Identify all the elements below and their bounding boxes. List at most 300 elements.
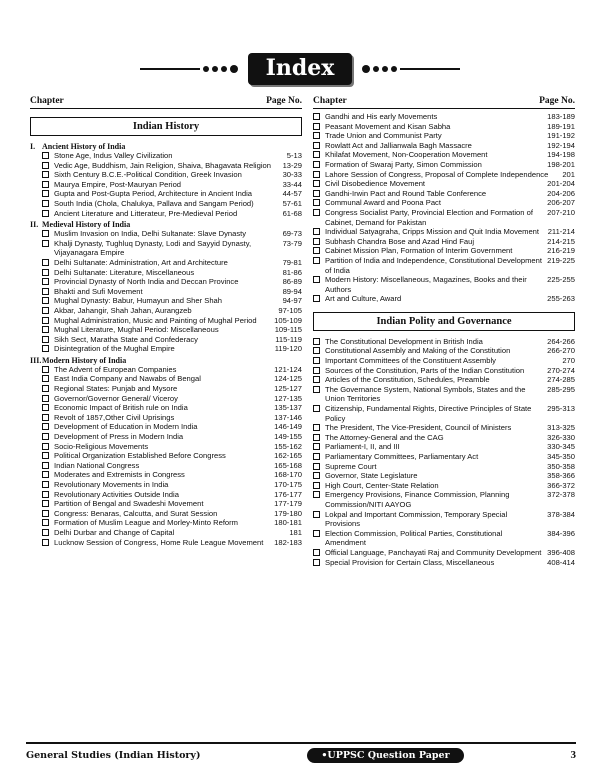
index-entry: [313, 510, 575, 529]
checkbox-icon: [313, 405, 320, 412]
entry-pages: 326-330: [547, 432, 575, 442]
checkbox-icon: [313, 142, 320, 149]
checkbox-icon: [313, 463, 320, 470]
checkbox-icon: [42, 288, 49, 295]
entry-title: Constitutional Assembly and Making of the Constitution: [325, 346, 511, 356]
entry-pages: 285-295: [547, 384, 575, 394]
entry-pages: 266-270: [547, 346, 575, 356]
checkbox-icon: [313, 276, 320, 283]
entry-pages: 115-119: [275, 334, 302, 344]
footer-badge: •UPPSC Question Paper: [307, 748, 463, 763]
checkbox-icon: [42, 200, 49, 207]
entry-pages: 345-350: [547, 452, 575, 461]
entry-pages: 378-384: [547, 509, 575, 519]
entry-title: Regional States: Punjab and Mysore: [54, 384, 178, 394]
checkbox-icon: [42, 162, 49, 169]
checkbox-icon: [313, 453, 320, 460]
chapter-label: Chapter: [30, 96, 64, 106]
entry-pages: 270: [562, 356, 575, 366]
index-entry: [313, 462, 575, 472]
entry-title: Mughal Dynasty: Babur, Humayun and Sher Shah: [54, 296, 223, 306]
checkbox-icon: [42, 500, 49, 507]
entry-title: Moderates and Extremists in Congress: [54, 470, 185, 480]
checkbox-icon: [313, 367, 320, 374]
index-entry: [313, 558, 575, 568]
checkbox-icon: [313, 228, 320, 235]
entry-pages: 198-201: [547, 159, 575, 169]
entry-pages: 358-366: [547, 471, 575, 481]
page-label: Page No.: [539, 96, 575, 106]
entry-pages: 168-170: [274, 470, 302, 480]
entry-title: Lahore Session of Congress, Proposal of Complete Independence: [325, 169, 549, 179]
entry-title: Akbar, Jahangir, Shah Jahan, Aurangzeb: [54, 305, 192, 315]
right-top-entries: [313, 112, 575, 304]
index-entry: [30, 509, 302, 519]
entry-title: Formation of Muslim League and Morley-Minto Reform: [54, 518, 239, 528]
index-entry: [30, 316, 302, 326]
checkbox-icon: [42, 385, 49, 392]
checkbox-icon: [42, 529, 49, 536]
checkbox-icon: [313, 247, 320, 254]
entry-pages: 194-198: [547, 150, 575, 160]
entry-title: Delhi Sultanate: Literature, Miscellaneous: [54, 267, 195, 277]
checkbox-icon: [42, 336, 49, 343]
banner-dots-right: [362, 65, 460, 73]
entry-pages: 57-61: [282, 198, 302, 208]
entry-pages: 201-204: [547, 179, 575, 189]
entry-pages: 73-79: [282, 238, 302, 248]
entry-title: Sixth Century B.C.E.-Political Condition, Greek Invasion: [54, 170, 242, 180]
index-entry: [30, 189, 302, 199]
entry-title: Indian National Congress: [54, 460, 140, 470]
index-entry: [313, 189, 575, 199]
entry-pages: 137-146: [274, 412, 302, 422]
index-entry: [30, 258, 302, 268]
entry-title: The Advent of European Companies: [54, 364, 177, 374]
entry-pages: 211-214: [547, 227, 575, 237]
index-entry: [30, 461, 302, 471]
entry-title: Modern History: Miscellaneous, Magazines, Books and their Authors: [325, 275, 527, 294]
entry-title: Congress: Benaras, Calcutta, and Surat Session: [54, 508, 218, 518]
index-entry: [30, 325, 302, 335]
index-entry: [30, 374, 302, 384]
checkbox-icon: [313, 113, 320, 120]
entry-pages: 170-175: [274, 480, 302, 489]
checkbox-icon: [42, 404, 49, 411]
index-entry: [313, 198, 575, 208]
index-entry: [313, 404, 575, 423]
entry-title: Parliament-I, II, and III: [325, 442, 400, 452]
checkbox-icon: [313, 190, 320, 197]
checkbox-icon: [42, 366, 49, 373]
checkbox-icon: [42, 269, 49, 276]
entry-title: Special Provision for Certain Class, Miscellaneous: [325, 557, 495, 567]
entry-pages: 255-263: [547, 294, 575, 304]
index-entry: [313, 246, 575, 256]
entry-title: Emergency Provisions, Finance Commission, Planning Commission/NITI AAYOG: [325, 490, 510, 509]
index-entry: [313, 423, 575, 433]
index-entry: [30, 480, 302, 490]
entry-title: The Governance System, National Symbols, States and the Union Territories: [325, 384, 526, 404]
entry-title: Important Committees of the Constituent Assembly: [325, 356, 496, 366]
index-entry: [30, 442, 302, 452]
entry-pages: 204-206: [547, 188, 575, 198]
index-entry: [30, 151, 302, 161]
entry-title: The Constitutional Development in British India: [325, 336, 483, 346]
checkbox-icon: [42, 443, 49, 450]
entry-pages: 86-89: [282, 277, 302, 287]
entry-pages: 44-57: [282, 189, 302, 199]
index-entry: [30, 344, 302, 354]
section-title-indian-history: Indian History: [30, 117, 302, 136]
checkbox-icon: [313, 376, 320, 383]
entry-title: Lokpal and Important Commission, Temporary Special Provisions: [325, 509, 508, 529]
index-entry: [30, 296, 302, 306]
checkbox-icon: [42, 307, 49, 314]
entry-title: Muslim Invasion on India, Delhi Sultanate: Slave Dynasty: [54, 229, 247, 239]
entry-title: Supreme Court: [325, 461, 377, 471]
index-entry: [30, 432, 302, 442]
entry-pages: 330-345: [547, 442, 575, 452]
index-entry: [30, 365, 302, 375]
index-entry: [313, 490, 575, 509]
checkbox-icon: [42, 395, 49, 402]
index-entry: [30, 403, 302, 413]
entry-title: Bhakti and Sufi Movement: [54, 286, 143, 296]
entry-title: Khalji Dynasty, Tughluq Dynasty, Lodi and Sayyid Dynasty, Vijayanagara Empire: [54, 238, 252, 258]
checkbox-icon: [313, 491, 320, 498]
index-entry: [313, 433, 575, 443]
index-entry: [313, 141, 575, 151]
entry-pages: 182-183: [274, 537, 302, 547]
entry-title: Mughal Literature, Mughal Period: Miscellaneous: [54, 325, 219, 335]
entry-pages: 189-191: [547, 121, 575, 131]
index-entry: [313, 294, 575, 304]
entry-pages: 270-274: [547, 365, 575, 375]
subsection-number: I.: [30, 142, 36, 151]
polity-entries: [313, 337, 575, 567]
entry-title: Civil Disobedience Movement: [325, 179, 426, 189]
checkbox-icon: [42, 152, 49, 159]
entry-pages: 5-13: [286, 151, 302, 160]
index-entry: [313, 160, 575, 170]
entry-title: Citizenship, Fundamental Rights, Directive Principles of State Policy: [325, 404, 532, 423]
entry-title: Gandhi-Irwin Pact and Round Table Conference: [325, 188, 487, 198]
index-entry: [30, 384, 302, 394]
checkbox-icon: [313, 338, 320, 345]
checkbox-icon: [42, 471, 49, 478]
right-column: [313, 96, 575, 567]
checkbox-icon: [313, 357, 320, 364]
index-entry: [313, 150, 575, 160]
entry-title: Ancient Literature and Litterateur, Pre-Medieval Period: [54, 208, 238, 218]
index-entry: [30, 394, 302, 404]
entry-title: Partition of India and Independence, Constitutional Development of India: [325, 255, 542, 275]
entry-pages: 162-165: [274, 451, 302, 461]
checkbox-icon: [313, 434, 320, 441]
index-entry: [313, 337, 575, 347]
checkbox-icon: [313, 295, 320, 302]
entry-title: Sikh Sect, Maratha State and Confederacy: [54, 334, 198, 344]
index-entry: [313, 256, 575, 275]
subsection-number: II.: [30, 220, 39, 230]
index-entry: [30, 335, 302, 345]
checkbox-icon: [313, 347, 320, 354]
left-groups: [30, 142, 302, 547]
checkbox-icon: [42, 278, 49, 285]
checkbox-icon: [313, 257, 320, 264]
entry-title: Delhi Durbar and Change of Capital: [54, 527, 175, 537]
index-entry: [313, 275, 575, 294]
entry-pages: 33-44: [282, 179, 302, 189]
entry-pages: 179-180: [274, 508, 302, 518]
entry-pages: 183-189: [547, 112, 575, 121]
right-column-header: [313, 96, 575, 109]
checkbox-icon: [42, 190, 49, 197]
entry-pages: 121-124: [274, 364, 302, 374]
index-entry: [313, 122, 575, 132]
checkbox-icon: [42, 326, 49, 333]
entry-pages: 69-73: [282, 229, 302, 239]
entry-title: Subhash Chandra Bose and Azad Hind Fauj: [325, 236, 475, 246]
index-entry: [313, 170, 575, 180]
checkbox-icon: [313, 161, 320, 168]
entry-title: Congress Socialist Party, Provincial Election and Formation of Cabinet, Demand for Pakistan: [325, 207, 533, 227]
entry-title: Parliamentary Committees, Parliamentary Act: [325, 452, 479, 461]
entry-title: Development of Press in Modern India: [54, 432, 184, 442]
checkbox-icon: [42, 539, 49, 546]
entry-pages: 214-215: [547, 236, 575, 246]
checkbox-icon: [42, 297, 49, 304]
checkbox-icon: [313, 132, 320, 139]
entry-pages: 94-97: [282, 296, 302, 306]
entry-title: South India (Chola, Chalukya, Pallava and Sangam Period): [54, 198, 254, 208]
entry-title: Economic Impact of British rule on India: [54, 403, 188, 413]
entry-title: Khilafat Movement, Non-Cooperation Movement: [325, 150, 488, 160]
entry-pages: 384-396: [547, 528, 575, 538]
entry-pages: 366-372: [547, 480, 575, 490]
entry-title: Revolutionary Activities Outside India: [54, 489, 179, 499]
entry-pages: 216-219: [547, 246, 575, 256]
entry-title: Gandhi and His early Movements: [325, 112, 438, 121]
checkbox-icon: [42, 423, 49, 430]
index-entry: [313, 452, 575, 462]
checkbox-icon: [42, 481, 49, 488]
checkbox-icon: [42, 181, 49, 188]
entry-title: Peasant Movement and Kisan Sabha: [325, 121, 451, 131]
entry-title: East India Company and Nawabs of Bengal: [54, 374, 201, 384]
checkbox-icon: [313, 530, 320, 537]
index-entry: [313, 179, 575, 189]
index-entry: [313, 356, 575, 366]
entry-title: Communal Award and Poona Pact: [325, 198, 441, 208]
index-entry: [313, 529, 575, 548]
checkbox-icon: [313, 549, 320, 556]
left-column: [30, 96, 302, 547]
page-title: Index: [248, 53, 353, 85]
entry-title: The President, The Vice-President, Council of Ministers: [325, 423, 512, 433]
checkbox-icon: [42, 510, 49, 517]
index-entry: [30, 209, 302, 219]
checkbox-icon: [313, 180, 320, 187]
entry-pages: 105-109: [274, 315, 302, 325]
entry-pages: 201: [562, 169, 575, 179]
entry-title: Delhi Sultanate: Administration, Art and Architecture: [54, 257, 228, 267]
index-entry: [30, 277, 302, 287]
entry-title: Sources of the Constitution, Parts of the Indian Constitution: [325, 365, 525, 375]
entry-title: Formation of Swaraj Party, Simon Commission: [325, 159, 482, 169]
entry-pages: 396-408: [547, 547, 575, 557]
checkbox-icon: [313, 472, 320, 479]
subsection-title: Medieval History of India: [42, 220, 131, 230]
entry-title: Maurya Empire, Post-Mauryan Period: [54, 179, 182, 189]
checkbox-icon: [42, 491, 49, 498]
page-number: 3: [570, 749, 576, 761]
entry-pages: 408-414: [547, 557, 575, 567]
entry-pages: 61-68: [282, 208, 302, 218]
entry-pages: 176-177: [274, 489, 302, 499]
checkbox-icon: [313, 199, 320, 206]
banner-dots-left: [140, 65, 238, 73]
entry-title: Socio-Religious Movements: [54, 441, 149, 451]
checkbox-icon: [313, 151, 320, 158]
entry-title: Articles of the Constitution, Schedules, Preamble: [325, 375, 490, 385]
index-entry: [313, 208, 575, 227]
section-title-polity: Indian Polity and Governance: [313, 312, 575, 331]
index-entry: [313, 385, 575, 404]
entry-title: The Attorney-General and the CAG: [325, 432, 444, 442]
index-entry: [30, 451, 302, 461]
entry-pages: 97-105: [278, 305, 302, 315]
entry-pages: 350-358: [547, 461, 575, 471]
entry-title: Cabinet Mission Plan, Formation of Interim Government: [325, 246, 513, 256]
entry-title: Mughal Administration, Music and Painting of Mughal Period: [54, 315, 257, 325]
checkbox-icon: [313, 443, 320, 450]
entry-pages: 274-285: [547, 375, 575, 385]
entry-pages: 264-266: [547, 336, 575, 346]
entry-pages: 119-120: [274, 344, 302, 354]
checkbox-icon: [42, 259, 49, 266]
entry-title: Lucknow Session of Congress, Home Rule League Movement: [54, 537, 264, 547]
index-entry: [30, 161, 302, 171]
entry-title: Gupta and Post-Gupta Period, Architecture in Ancient India: [54, 189, 252, 199]
checkbox-icon: [313, 386, 320, 393]
entry-pages: 149-155: [274, 432, 302, 442]
entry-pages: 135-137: [274, 403, 302, 413]
entry-pages: 191-192: [547, 131, 575, 141]
entry-title: Election Commission, Political Parties, Constitutional Amendment: [325, 528, 503, 548]
checkbox-icon: [313, 559, 320, 566]
entry-title: Partition of Bengal and Swadeshi Movement: [54, 499, 204, 509]
index-entry: [30, 490, 302, 500]
index-entry: [30, 518, 302, 528]
index-entry: [30, 180, 302, 190]
entry-pages: 225-255: [547, 275, 575, 285]
entry-pages: 155-162: [274, 441, 302, 451]
entry-pages: 372-378: [547, 490, 575, 500]
entry-title: Individual Satyagraha, Cripps Mission and Quit India Movement: [325, 227, 540, 237]
footer-book-title: General Studies (Indian History): [26, 749, 201, 761]
checkbox-icon: [42, 519, 49, 526]
page-footer: [26, 742, 576, 766]
checkbox-icon: [42, 375, 49, 382]
entry-pages: 89-94: [282, 286, 302, 296]
index-entry: [30, 170, 302, 180]
entry-pages: 165-168: [274, 460, 302, 470]
entry-pages: 79-81: [282, 257, 302, 267]
chapter-label: Chapter: [313, 96, 347, 106]
checkbox-icon: [313, 511, 320, 518]
entry-title: Governor, State Legislature: [325, 471, 418, 481]
entry-pages: 181: [289, 527, 302, 537]
entry-pages: 81-86: [282, 267, 302, 277]
entry-pages: 192-194: [547, 140, 575, 150]
index-entry: [313, 471, 575, 481]
entry-pages: 180-181: [274, 518, 302, 528]
entry-pages: 295-313: [547, 404, 575, 414]
checkbox-icon: [42, 171, 49, 178]
subsection-heading: [30, 142, 302, 151]
index-entry: [30, 470, 302, 480]
checkbox-icon: [42, 452, 49, 459]
entry-pages: 13-29: [282, 160, 302, 170]
page-label: Page No.: [266, 96, 302, 106]
checkbox-icon: [42, 210, 49, 217]
index-entry: [30, 268, 302, 278]
entry-title: Revolutionary Movements in India: [54, 480, 169, 489]
entry-title: Disintegration of the Mughal Empire: [54, 344, 175, 354]
index-entry: [313, 346, 575, 356]
index-entry: [30, 229, 302, 239]
entry-title: Vedic Age, Buddhism, Jain Religion, Shaiva, Bhagavata Religion: [54, 160, 271, 170]
checkbox-icon: [313, 482, 320, 489]
index-entry: [30, 306, 302, 316]
subsection-heading: [30, 356, 302, 365]
entry-title: Trade Union and Communist Party: [325, 131, 442, 141]
index-entry: [30, 538, 302, 548]
checkbox-icon: [42, 462, 49, 469]
checkbox-icon: [42, 345, 49, 352]
entry-title: Rowlatt Act and Jallianwala Bagh Massacre: [325, 140, 472, 150]
entry-pages: 313-325: [547, 423, 575, 433]
checkbox-icon: [42, 414, 49, 421]
checkbox-icon: [42, 230, 49, 237]
subsection-title: Modern History of India: [42, 355, 127, 365]
subsection-title: Ancient History of India: [42, 142, 126, 151]
index-entry: [313, 481, 575, 491]
entry-pages: 207-210: [547, 207, 575, 217]
entry-pages: 206-207: [547, 198, 575, 208]
index-entry: [313, 366, 575, 376]
index-entry: [313, 227, 575, 237]
entry-title: Official Language, Panchayati Raj and Community Development: [325, 547, 542, 557]
entry-pages: 219-225: [547, 255, 575, 265]
entry-pages: 177-179: [274, 499, 302, 509]
subsection-heading: [30, 220, 302, 229]
index-entry: [313, 548, 575, 558]
index-entry: [30, 422, 302, 432]
entry-pages: 146-149: [274, 422, 302, 432]
entry-title: Political Organization Established Before Congress: [54, 451, 226, 461]
subsection-number: III.: [30, 355, 42, 365]
entry-title: Development of Education in Modern India: [54, 422, 198, 432]
entry-pages: 124-125: [274, 374, 302, 384]
entry-pages: 109-115: [274, 325, 302, 335]
checkbox-icon: [313, 424, 320, 431]
checkbox-icon: [313, 123, 320, 130]
checkbox-icon: [42, 433, 49, 440]
checkbox-icon: [313, 238, 320, 245]
